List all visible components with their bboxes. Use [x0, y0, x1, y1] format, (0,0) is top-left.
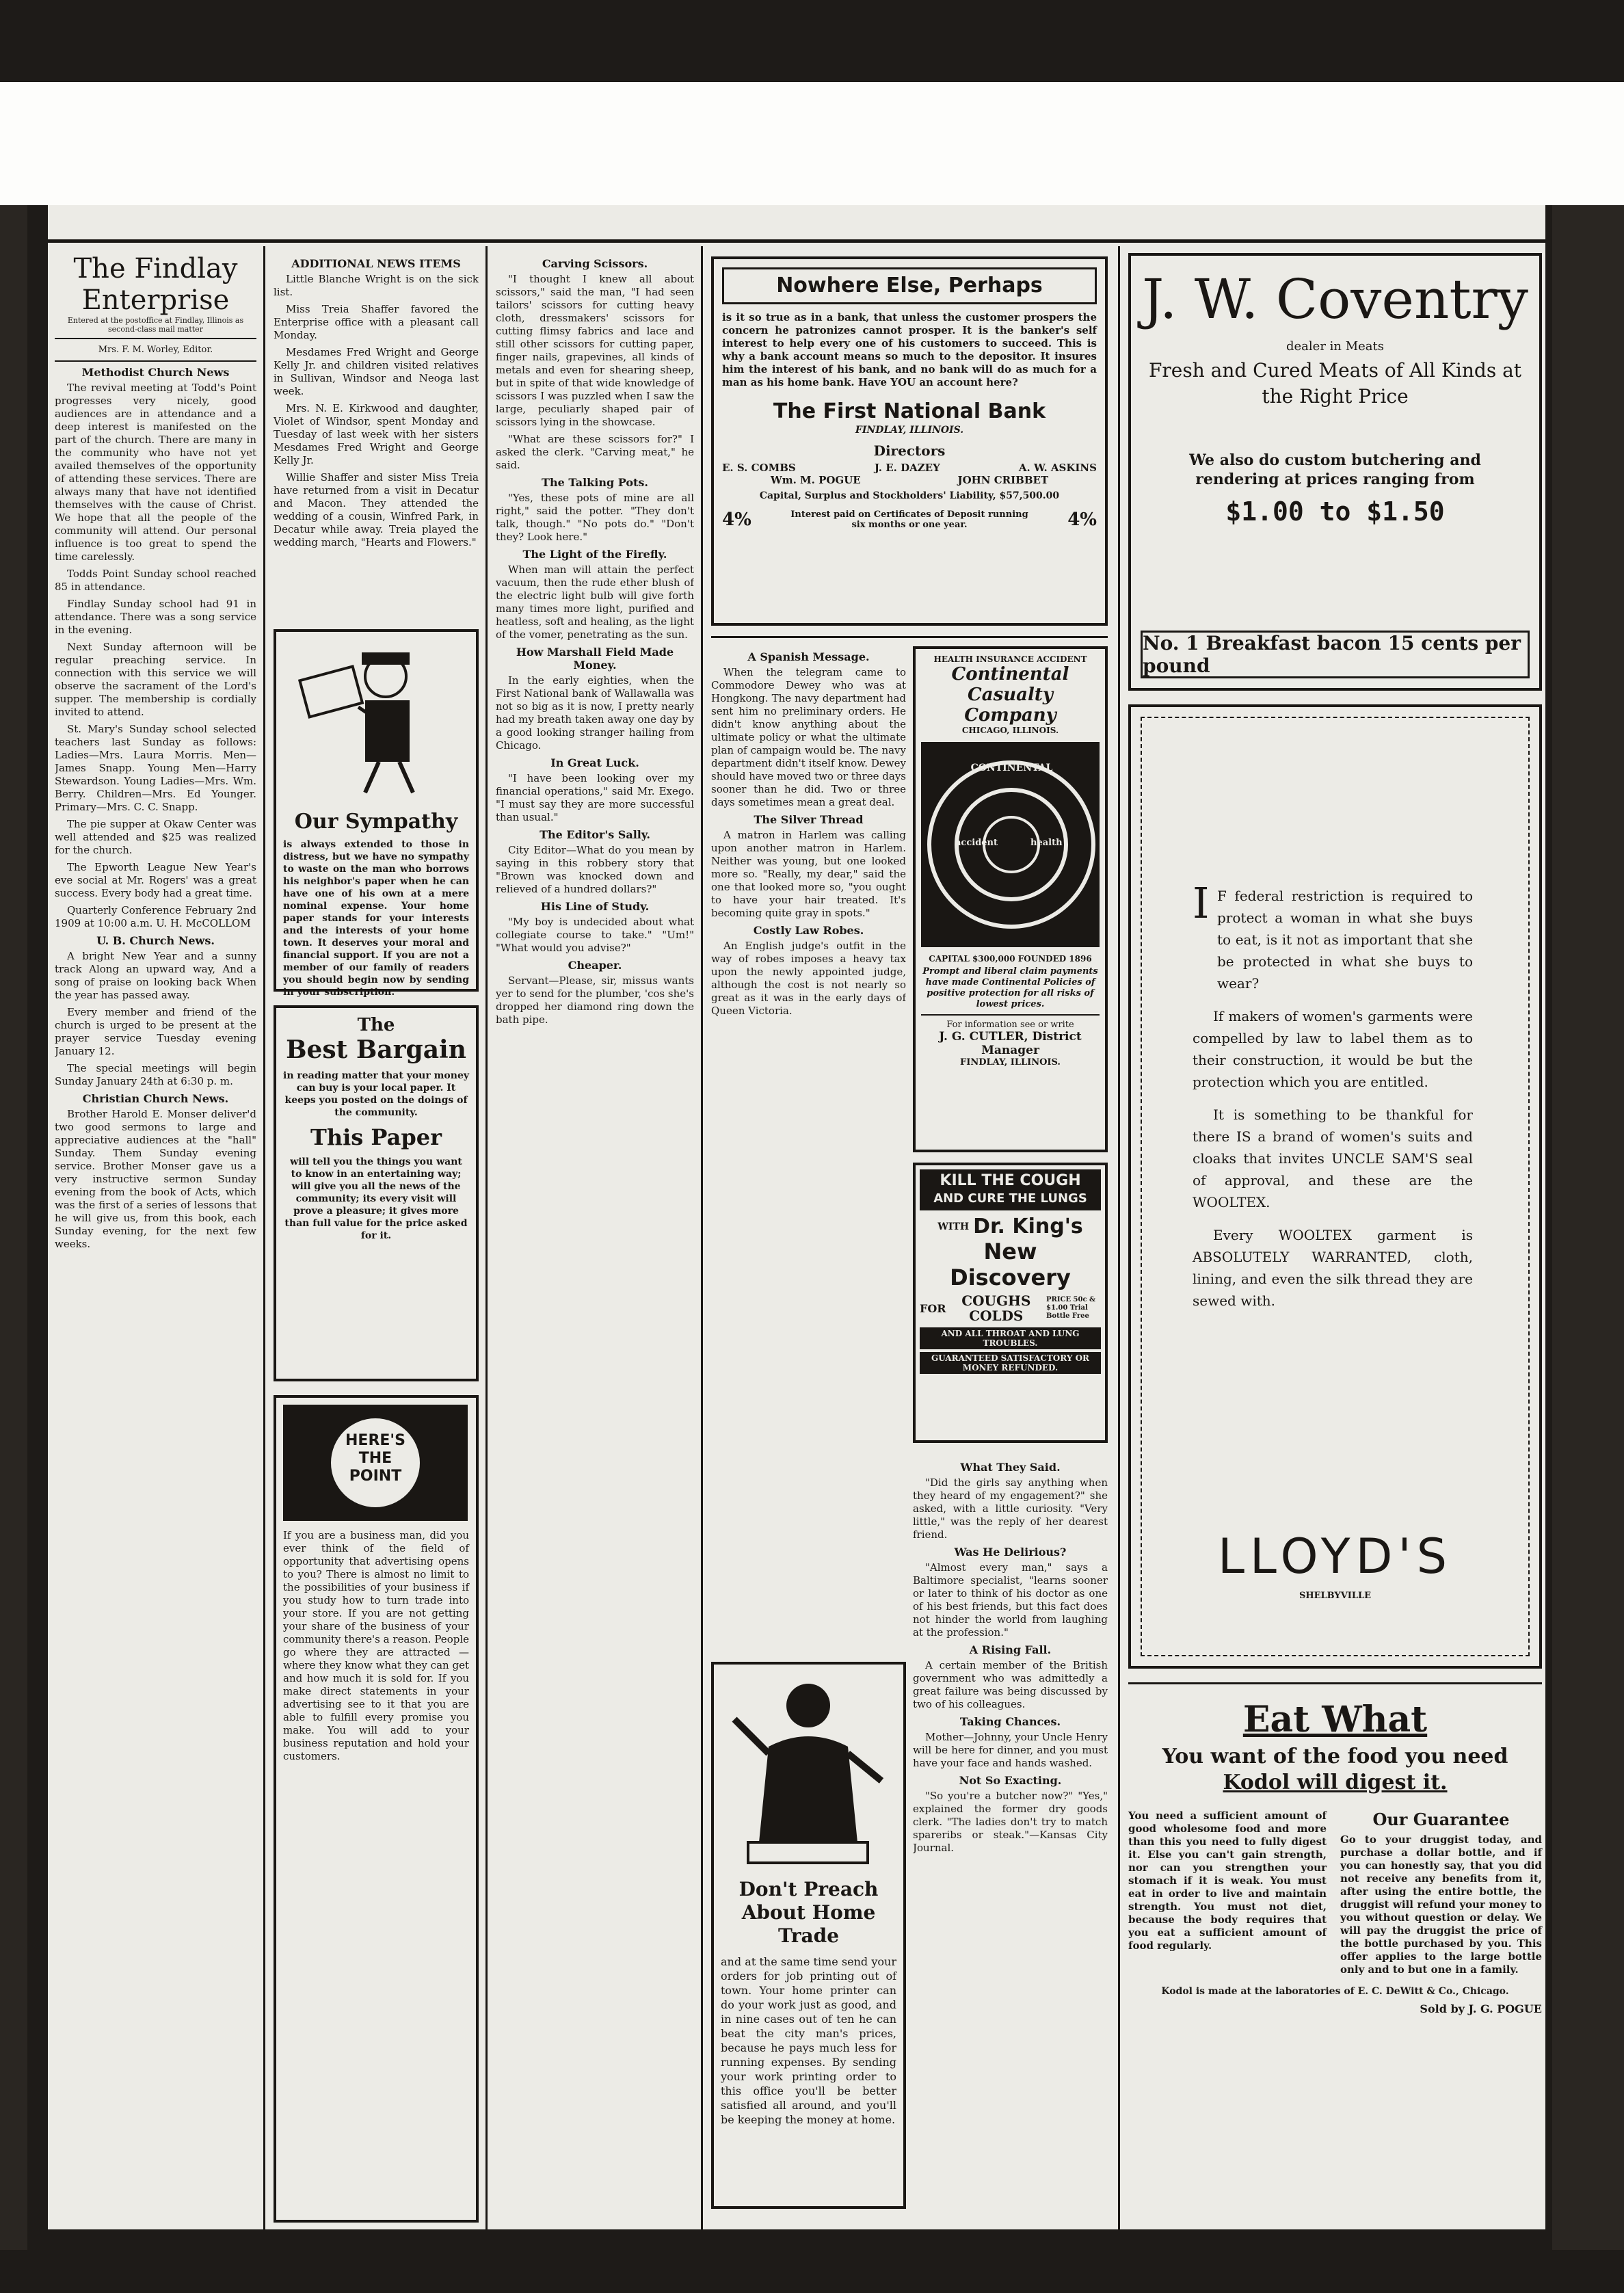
home-trade-ad [711, 1662, 906, 2209]
article-paragraph: An English judge's outfit in the way of robes imposes a heavy tax upon the newly appointed judge, although the cost is not nearly so great as it was in the early days of Queen Victoria. [711, 940, 906, 1017]
section-rule [711, 636, 1108, 638]
kodol-title: Eat What [1242, 1699, 1428, 1740]
kill-line-2: AND CURE THE LUNGS [933, 1191, 1087, 1206]
scan-dark-edge [27, 2229, 1552, 2250]
bank-director: E. S. COMBS [722, 462, 796, 474]
newspaper-page [27, 205, 1552, 2250]
insurance-ad [913, 646, 1108, 1152]
article-heading: How Marshall Field Made Money. [516, 646, 674, 672]
article-paragraph: The Epworth League New Year's eve social at Mr. Rogers' was a great success. Every body had a great time. [55, 861, 256, 899]
bank-ad [711, 256, 1108, 626]
insurance-agent-place: FINDLAY, ILLINOIS. [960, 1057, 1061, 1068]
article-heading: A Rising Fall. [969, 1643, 1052, 1656]
bank-interest: Interest paid on Certificates of Deposit running six months or one year. [790, 509, 1028, 530]
article-paragraph: "My boy is undecided about what collegiate course to take." "Um!" "What would you advise?" [496, 916, 694, 954]
coventry-name: J. W. Coventry [1142, 267, 1528, 331]
divider [921, 1014, 1100, 1016]
article-heading: The Editor's Sally. [540, 828, 650, 841]
article-paragraph: Miss Treia Shaffer favored the Enterprise office with a pleasant call Monday. [274, 303, 479, 341]
column-rule [701, 246, 703, 2229]
bank-percent: 4% [1067, 509, 1097, 530]
article-paragraph: Brother Harold E. Monser deliver'd two good sermons to large and appreciative audiences at the "hall" Sunday. Them Sunday evening service. Brother Monser gave us a very instructive sermon Sunday evening from the book of Acts, which was the first of a series of lessons that he will give us, from this book, each Sunday evening, for the next few weeks. [55, 1108, 256, 1250]
point-line-3: POINT [349, 1468, 402, 1485]
heres-the-point-ad [274, 1395, 479, 2223]
column-1 [55, 253, 256, 2223]
insurance-seal-panel [921, 742, 1100, 947]
bargain-text: will tell you the things you want to know in an entertaining way; will give you all the news of the community; its every visit will prove a pleasure; it gives more than full value for the price asked for it. [284, 1156, 468, 1241]
kill-coughs: COUGHS [961, 1293, 1031, 1309]
coventry-bacon: No. 1 Breakfast bacon 15 cents per pound [1143, 632, 1521, 677]
coventry-line: Fresh and Cured Meats of All Kinds at the Right Price [1148, 359, 1522, 408]
article-paragraph: The pie supper at Okaw Center was well attended and $25 was realized for the church. [55, 818, 256, 856]
article-paragraph: City Editor—What do you mean by saying in this robbery story that "Brown was knocked down and relieved of a hundred dollars?" [496, 844, 694, 895]
bank-intro: is it so true as in a bank, that unless the customer prospers the concern he patronizes cannot prosper. It is the banker's self interest to help every one of his customers to succeed. This is why a bank account means so much to the depositor. It insures him the interest of his bank, and no bank will do as much for a man as his home bank. Have YOU an account here? [722, 311, 1097, 388]
scan-dark-edge [0, 0, 1624, 82]
scan-top-margin [0, 0, 1624, 205]
point-line-2: THE [358, 1450, 392, 1467]
article-heading: Methodist Church News [81, 366, 230, 379]
article-heading: Cheaper. [568, 959, 622, 972]
masthead-subtitle: Entered at the postoffice at Findlay, Illinois as second-class mail matter [67, 316, 244, 334]
article-heading: What They Said. [960, 1461, 1061, 1474]
sympathy-title: Our Sympathy [294, 810, 458, 834]
masthead-title: The Findlay Enterprise [73, 253, 238, 316]
seal-top-text: CONTINENTAL [970, 763, 1053, 773]
article-heading: In Great Luck. [550, 756, 639, 769]
article-heading: A Spanish Message. [747, 650, 870, 663]
article-heading: ADDITIONAL NEWS ITEMS [291, 257, 461, 270]
kodol-made: Kodol is made at the laboratories of E. C. DeWitt & Co., Chicago. [1161, 1986, 1509, 1997]
kill-price: PRICE 50c & $1.00 Trial Bottle Free [1046, 1296, 1096, 1320]
wooltex-paragraph: F federal restriction is required to protect a woman in what she buys to eat, is it not as important that she be protected in what she buys to wear? [1217, 888, 1473, 992]
article-paragraph: Next Sunday afternoon will be regular preaching service. In connection with this service we will observe the sacrament of the Lord's supper. The membership is cordially invited to attend. [55, 641, 256, 718]
column-4 [711, 646, 906, 1446]
column-3 [496, 253, 694, 2223]
coventry-custom: We also do custom butchering and rendering at prices ranging from [1189, 451, 1481, 488]
kodol-sub2: Kodol will digest it. [1223, 1771, 1448, 1794]
article-paragraph: Quarterly Conference February 2nd 1909 at 10:00 a.m. U. H. McCOLLOM [55, 904, 256, 929]
article-paragraph: Little Blanche Wright is on the sick list. [274, 273, 479, 298]
article-heading: U. B. Church News. [96, 934, 215, 947]
bargain-paper: This Paper [310, 1124, 442, 1150]
column-5 [913, 1457, 1108, 2223]
kodol-sold: Sold by J. G. POGUE [1420, 2002, 1542, 2015]
article-paragraph: When the telegram came to Commodore Dewey who was at Hongkong. The navy department had sent him no preliminary orders. He didn't know anything about the ultimate policy or what the ultimate plan of campaign would be. The navy department didn't itself know. Dewey should have moved two or three days sooner than he did. Two or three days sometimes mean a great deal. [711, 666, 906, 808]
bank-title-box [722, 267, 1097, 304]
bargain-title: Best Bargain [286, 1035, 466, 1064]
article-paragraph: A certain member of the British government who was admittedly a great failure was being discussed by two of his colleagues. [913, 1659, 1108, 1710]
best-bargain-ad [274, 1005, 479, 1381]
bank-place: FINDLAY, ILLINOIS. [855, 425, 964, 436]
article-paragraph: In the early eighties, when the First National bank of Wallawalla was not so big as it is now, I pretty nearly had my breath taken away one day by a good looking stranger hailing from Chicago. [496, 674, 694, 752]
article-paragraph: A matron in Harlem was calling upon another matron in Harlem. Neither was young, but one looked more so. "Really, my dear," said the one that looked more so, "you ought to have your hair treated. It's becoming quite gray in spots." [711, 829, 906, 919]
bank-director: JOHN CRIBBET [957, 474, 1049, 486]
seal-right-text: health [1030, 838, 1063, 848]
kill-for: FOR [920, 1301, 946, 1315]
preacher-icon [721, 1671, 895, 1870]
article-heading: Taking Chances. [959, 1715, 1061, 1728]
point-banner [283, 1405, 469, 1521]
masthead-editor: Mrs. F. M. Worley, Editor. [98, 345, 213, 355]
column-rule [1118, 246, 1120, 2229]
article-paragraph: Willie Shaffer and sister Miss Treia have returned from a visit in Decatur and Macon. They attended the wedding of a cousin, Winfred Park, in Decatur while away. Treia played the wedding march, "Hearts and Flowers." [274, 471, 479, 548]
article-paragraph: "What are these scissors for?" I asked the clerk. "Carving meat," he said. [496, 433, 694, 471]
article-paragraph: Every member and friend of the church is urged to be present at the prayer service Tuesday evening January 12. [55, 1006, 256, 1057]
sympathy-ad [274, 629, 479, 998]
scan-dark-edge [1545, 205, 1552, 2250]
article-paragraph: "Yes, these pots of mine are all right," said the potter. "They don't talk, though." "No pots do." "Don't they? Look here." [496, 492, 694, 543]
point-text: If you are a business man, did you ever think of the field of opportunity that advertising opens to you? There is almost no limit to the possibilities of your business if you study how to turn trade into your store. If you are not getting your share of the business of your community there's a reason. People go where they are attracted — where they know what they can get and how much it is sold for. If you make direct statements in your advertising see to it that you are able to fulfill every promise you make. You will add to your business reputation and hold your customers. [283, 1529, 469, 1762]
section-rule [1128, 1682, 1542, 1684]
seal-left-text: accident [955, 838, 998, 848]
kill-product: New Discovery [950, 1238, 1071, 1290]
insurance-tagline: Prompt and liberal claim payments have made Continental Policies of positive protection for all risks of lowest prices. [922, 966, 1098, 1009]
article-paragraph: The revival meeting at Todd's Point progresses very nicely, good audiences are in attendance and a deep interest is manifested on the part of the church. There are many in the community who have not yet availed themselves of the opportunity of attending these services. There are always many that have not identified themselves with the cause of Christ. We hope that all the people of the community will attend. Our personal influence is too great to spend the time carelessly. [55, 382, 256, 563]
top-rule [48, 239, 1545, 243]
article-paragraph: The special meetings will begin Sunday January 24th at 6:30 p. m. [55, 1062, 256, 1087]
kill-line-1: KILL THE COUGH [940, 1172, 1081, 1189]
bank-title: Nowhere Else, Perhaps [776, 274, 1043, 297]
divider [55, 338, 256, 339]
wooltex-paragraph: Every WOOLTEX garment is ABSOLUTELY WARRANTED, cloth, lining, and even the silk thread they are sewed with. [1193, 1227, 1473, 1309]
bank-directors-label: Directors [873, 442, 946, 459]
kill-all: AND ALL THROAT AND LUNG TROUBLES. [920, 1327, 1101, 1349]
article-paragraph: When man will attain the perfect vacuum, then the rude ether blush of the electric light bulb will give forth many times more light, purified and heatless, soft and healing, as the light of the vomer, penetrating as the sun. [496, 564, 694, 641]
sympathy-text: is always extended to those in distress, but we have no sympathy to waste on the man who borrows his neighbor's paper when he can have one of his own at a mere nominal expense. Your home paper stands for your interests and the interests of your home town. It deserves your moral and financial support. If you are not a member of our family of readers you should begin now by sending in your subscription. [283, 839, 469, 998]
coventry-bacon-box [1141, 631, 1530, 678]
article-paragraph: "Did the girls say anything when they heard of my engagement?" she asked, with a little curiosity. "Very little," was the reply of her dearest friend. [913, 1476, 1108, 1541]
insurance-name: Continental Casualty Company [951, 664, 1069, 726]
kodol-right-text: Go to your druggist today, and purchase a dollar bottle, and if you can honestly say, that you did not receive any benefits from it, after using the entire bottle, the druggist will refund your money to you without question or delay. We will pay the druggist the price of the bottle purchased by you. This offer applies to the large bottle only and to but one in a family. [1340, 1833, 1542, 1976]
kodol-ad [1128, 1682, 1542, 2229]
coventry-ad [1128, 253, 1542, 691]
scan-dark-edge [27, 205, 48, 2250]
coventry-dealer: dealer in Meats [1286, 339, 1384, 354]
scan-dark-edge [0, 2250, 1624, 2293]
lloyds-place: SHELBYVILLE [1299, 1591, 1372, 1601]
article-paragraph: St. Mary's Sunday school selected teachers last Sunday as follows: Ladies—Mrs. Laura Morris. Men—James Snapp. Young Men—Harry Stewardson. Young Ladies—Mrs. Wm. Berry. Children—Mrs. Ed Younger. Primary—Mrs. C. C. Snapp. [55, 723, 256, 813]
article-paragraph: Todds Point Sunday school reached 85 in attendance. [55, 568, 256, 593]
column-rule [263, 246, 265, 2229]
home-trade-title: Don't Preach About Home Trade [738, 1878, 879, 1947]
article-heading: The Talking Pots. [542, 476, 648, 489]
article-heading: The Silver Thread [754, 813, 864, 826]
article-paragraph: "So you're a butcher now?" "Yes," explained the former dry goods clerk. "The ladies don't try to match spareribs or steak."—Kansas City Journal. [913, 1790, 1108, 1854]
bank-director: Wm. M. POGUE [770, 474, 861, 486]
article-paragraph: Mother—Johnny, your Uncle Henry will be here for dinner, and you must have your face and hands washed. [913, 1731, 1108, 1769]
point-line-1: HERE'S [345, 1432, 405, 1449]
bank-name: The First National Bank [773, 399, 1046, 423]
home-trade-text: and at the same time send your orders for job printing out of town. Your home printer can do your work just as good, and in nine cases out of ten he can beat the city man's prices, because he pays much less for running expenses. By sending your work printing order to this office you'll be better satisfied all around, and you'll be keeping the money at home. [721, 1955, 896, 2126]
bank-director: J. E. DAZEY [874, 462, 940, 474]
wooltex-paragraph: It is something to be thankful for there IS a brand of women's suits and cloaks that invites UNCLE SAM'S seal of approval, and these are the WOOLTEX. [1193, 1106, 1473, 1210]
man-with-paper-icon [283, 639, 468, 803]
insurance-top: HEALTH INSURANCE ACCIDENT [933, 654, 1087, 664]
article-paragraph: Mrs. N. E. Kirkwood and daughter, Violet of Windsor, spent Monday and Tuesday of last week with her sisters Mesdames Fred Wright and George Kelly Jr. [274, 402, 479, 466]
column-rule [485, 246, 488, 2229]
kill-name: Dr. King's [973, 1215, 1083, 1238]
article-heading: The Light of the Firefly. [522, 548, 667, 561]
bargain-the: The [357, 1015, 395, 1035]
coventry-prices: $1.00 to $1.50 [1225, 496, 1445, 527]
lloyds-ad [1128, 704, 1542, 1669]
bank-percent: 4% [722, 509, 751, 530]
kill-with: WITH [937, 1221, 970, 1232]
article-paragraph: Findlay Sunday school had 91 in attendance. There was a song service in the evening. [55, 598, 256, 636]
divider [55, 360, 256, 362]
article-paragraph: Servant—Please, sir, missus wants yer to send for the plumber, 'cos she's dropped her diamond ring down the bath pipe. [496, 975, 694, 1026]
kodol-left-text: You need a sufficient amount of good wholesome food and more than this you need to fully digest it. Else you can't gain strength, nor can you strengthen your stomach if it is weak. You must eat in order to live and maintain strength. You must not diet, because the body requires that you eat a sufficient amount of food regularly. [1128, 1810, 1327, 1952]
insurance-info: For information see or write [946, 1020, 1074, 1030]
insurance-address: CHICAGO, ILLINOIS. [961, 726, 1059, 735]
lloyds-brand: LLOYD'S [1217, 1528, 1453, 1585]
article-heading: Costly Law Robes. [753, 924, 864, 937]
bargain-text: in reading matter that your money can buy is your local paper. It keeps you posted on the doings of the community. [283, 1070, 469, 1118]
kill-guarantee: GUARANTEED SATISFACTORY OR MONEY REFUNDED. [920, 1352, 1101, 1374]
article-heading: Christian Church News. [82, 1092, 229, 1105]
article-paragraph: A bright New Year and a sunny track Along an upward way, And a song of praise on looking back When the year has passed away. [55, 950, 256, 1001]
article-heading: Was He Delirious? [954, 1546, 1067, 1559]
bank-director: A. W. ASKINS [1018, 462, 1097, 474]
article-paragraph: "I have been looking over my financial operations," said Mr. Exego. "I must say they are more successful than usual." [496, 772, 694, 823]
article-paragraph: "I thought I knew all about scissors," said the man, "I had seen tailors' scissors for cutting heavy cloth, dressmakers' scissors for cutting flimsy fabrics and lace and still other scissors for cutting paper, finger nails, grapevines, all kinds of metals and even for shearing sheep, but in spite of that wide knowledge of scissors I was puzzled when I saw the large, peculiarly shaped pair of scissors lying in the showcase. [496, 273, 694, 428]
kill-colds: COLDS [969, 1308, 1024, 1324]
article-heading: Not So Exacting. [959, 1774, 1062, 1787]
insurance-agent: J. G. CUTLER, District Manager [939, 1030, 1082, 1057]
bank-capital: Capital, Surplus and Stockholders' Liability, $57,500.00 [759, 490, 1060, 501]
wooltex-paragraph: If makers of women's garments were compelled by law to label them as to their construction, it would be but the protection which you are entitled. [1193, 1008, 1473, 1090]
kodol-sub1: You want of the food you need [1162, 1745, 1508, 1768]
insurance-founded: CAPITAL $300,000 FOUNDED 1896 [929, 954, 1092, 964]
article-heading: His Line of Study. [540, 900, 650, 913]
wooltex-dropcap: I [1193, 878, 1210, 928]
article-paragraph: Mesdames Fred Wright and George Kelly Jr. and children visited relatives in Sullivan, Windsor and Neoga last week. [274, 346, 479, 397]
dr-kings-ad [913, 1163, 1108, 1443]
kodol-guarantee-title: Our Guarantee [1372, 1810, 1510, 1829]
article-heading: Carving Scissors. [542, 257, 648, 270]
article-paragraph: "Almost every man," says a Baltimore specialist, "learns sooner or later to think of his doctor as one of his best friends, but this fact does not hinder the world from laughing at the profession." [913, 1561, 1108, 1639]
